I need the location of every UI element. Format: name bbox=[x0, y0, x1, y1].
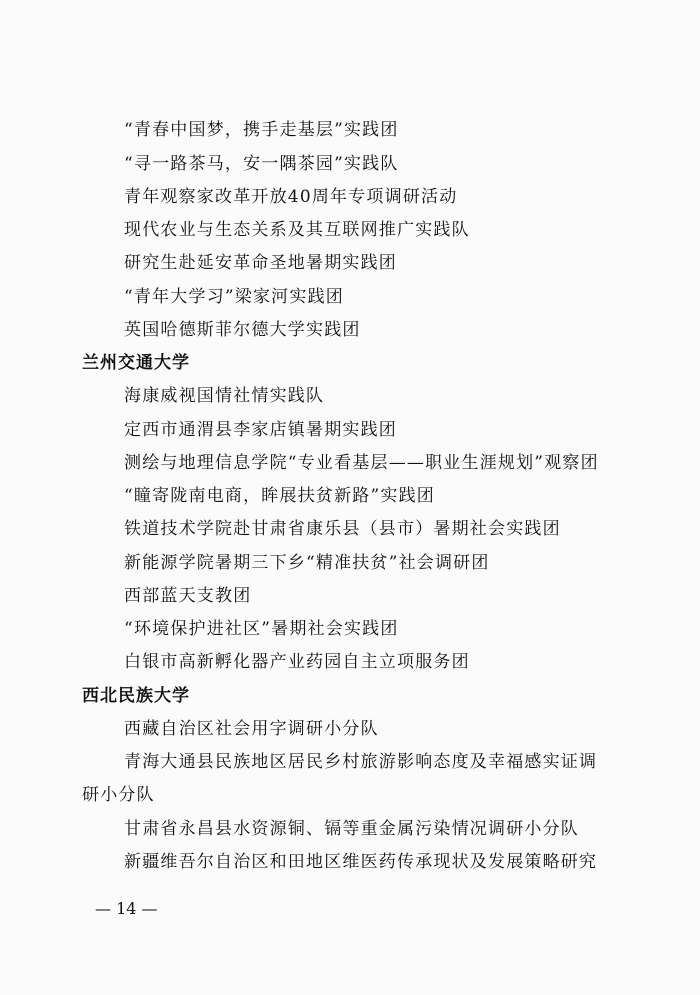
page-number: — 14 — bbox=[95, 899, 158, 918]
list-item: “瞳寄陇南电商，眸展扶贫新路”实践团 bbox=[124, 486, 435, 506]
list-item-continuation: 研小分队 bbox=[82, 785, 155, 805]
list-item: 西部蓝天支教团 bbox=[124, 586, 252, 606]
list-item: “寻一路茶马，安一隅茶园”实践队 bbox=[124, 154, 399, 174]
section-heading: 西北民族大学 bbox=[82, 686, 190, 706]
list-item: 英国哈德斯菲尔德大学实践团 bbox=[124, 320, 361, 340]
list-item: 海康威视国情社情实践队 bbox=[124, 386, 325, 406]
list-item: “青年大学习”梁家河实践团 bbox=[124, 287, 344, 307]
list-item: 定西市通渭县李家店镇暑期实践团 bbox=[124, 420, 397, 440]
list-item: “环境保护进社区”暑期社会实践团 bbox=[124, 619, 399, 639]
list-item: 甘肃省永昌县水资源铜、镉等重金属污染情况调研小分队 bbox=[124, 819, 579, 839]
list-item: 测绘与地理信息学院“专业看基层——职业生涯规划”观察团 bbox=[124, 453, 599, 473]
list-item: 新疆维吾尔自治区和田地区维医药传承现状及发展策略研究 bbox=[124, 852, 598, 872]
section-heading: 兰州交通大学 bbox=[82, 353, 190, 373]
list-item: “青春中国梦，携手走基层”实践团 bbox=[124, 120, 399, 140]
list-item: 研究生赴延安革命圣地暑期实践团 bbox=[124, 253, 397, 273]
list-item: 白银市高新孵化器产业药园自主立项服务团 bbox=[124, 652, 470, 672]
list-item: 青海大通县民族地区居民乡村旅游影响态度及幸福感实证调 bbox=[124, 752, 598, 772]
list-item: 西藏自治区社会用字调研小分队 bbox=[124, 719, 379, 739]
list-item: 现代农业与生态关系及其互联网推广实践队 bbox=[124, 220, 470, 240]
list-item: 青年观察家改革开放40周年专项调研活动 bbox=[124, 187, 458, 207]
list-item: 铁道技术学院赴甘肃省康乐县（县市）暑期社会实践团 bbox=[124, 519, 561, 539]
list-item: 新能源学院暑期三下乡“精准扶贫”社会调研团 bbox=[124, 553, 490, 573]
